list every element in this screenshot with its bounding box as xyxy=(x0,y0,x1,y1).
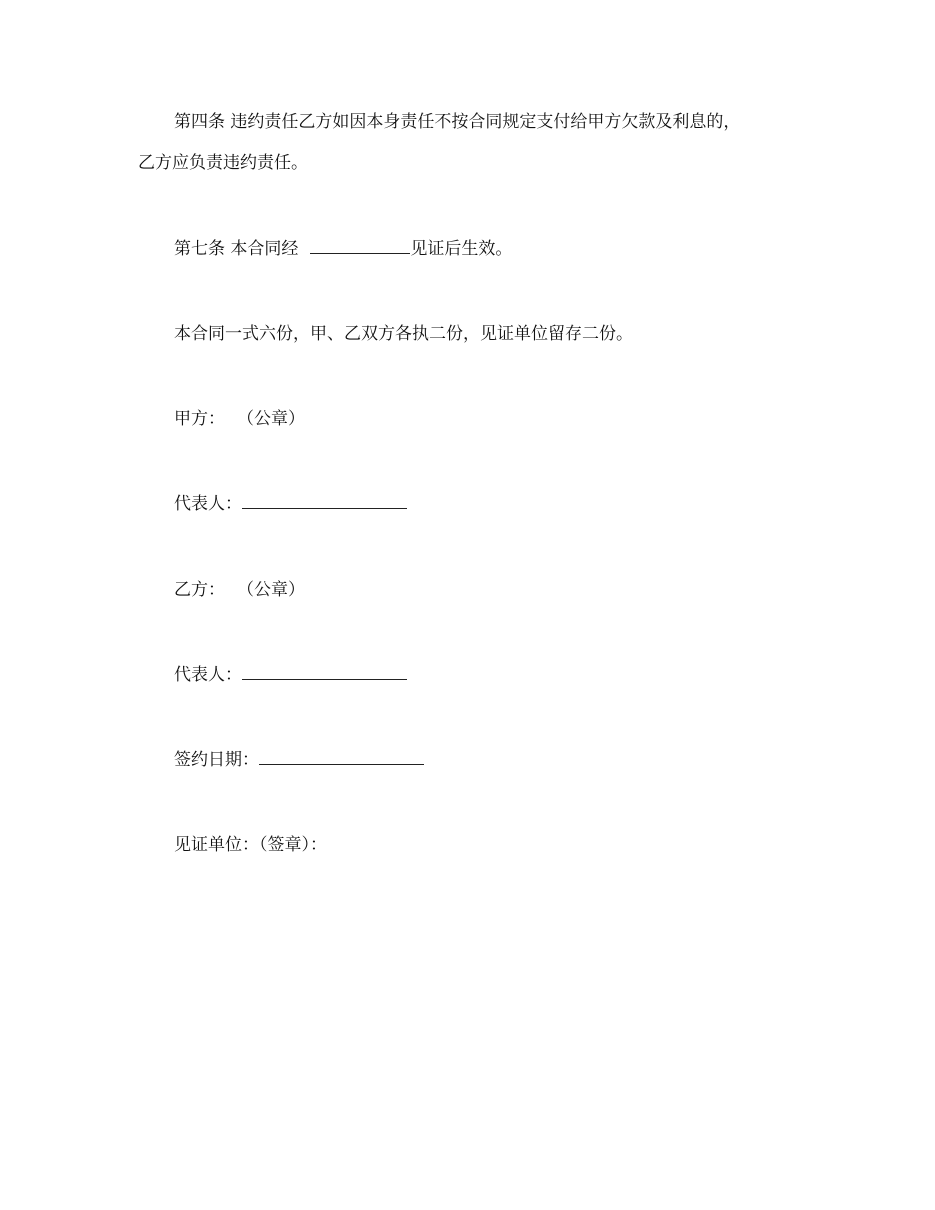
sign-date-label: 签约日期： xyxy=(174,750,259,770)
representative-a-blank xyxy=(242,492,407,509)
article4-line2: 乙方应负责违约责任。 xyxy=(138,153,308,173)
party-b-label: 乙方： xyxy=(174,580,225,600)
representative-a-line xyxy=(174,492,407,516)
copies-clause: 本合同一式六份，甲、乙双方各执二份，见证单位留存二份。 xyxy=(174,324,633,344)
article4-line1: 第四条 违约责任乙方如因本身责任不按合同规定支付给甲方欠款及利息的， xyxy=(174,112,741,132)
witness-blank-field xyxy=(310,237,410,254)
article7-clause xyxy=(174,237,512,261)
party-b-line xyxy=(174,578,305,602)
witness-unit-line: 见证单位：（签章）： xyxy=(174,835,327,855)
sign-date-line xyxy=(174,748,424,772)
representative-b-blank xyxy=(242,663,407,680)
representative-a-label: 代表人： xyxy=(174,494,242,514)
article7-suffix: 见证后生效。 xyxy=(410,239,513,259)
party-a-label: 甲方： xyxy=(174,409,225,429)
representative-b-line xyxy=(174,663,407,687)
representative-b-label: 代表人： xyxy=(174,665,242,685)
sign-date-blank xyxy=(259,748,424,765)
party-a-seal: （公章） xyxy=(237,409,305,429)
party-a-line xyxy=(174,407,305,431)
article7-prefix: 第七条 本合同经 xyxy=(174,239,299,259)
party-b-seal: （公章） xyxy=(237,580,305,600)
